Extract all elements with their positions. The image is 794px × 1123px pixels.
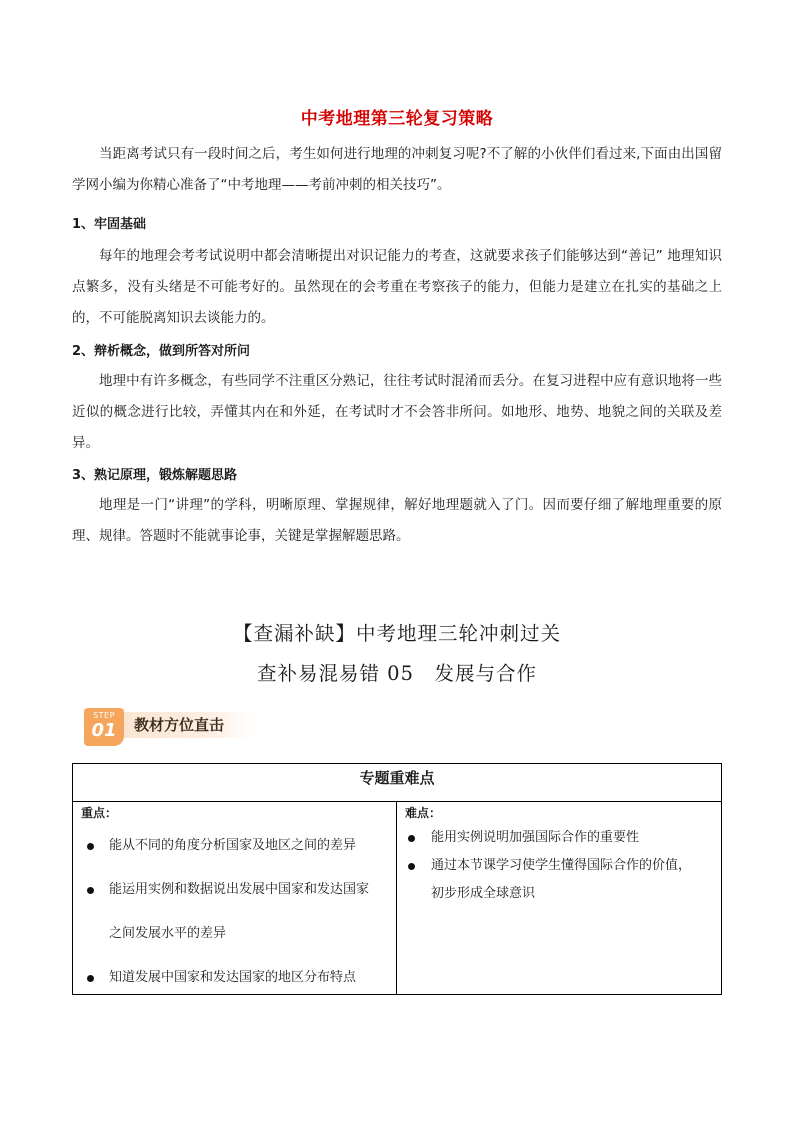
list-item-text: 能运用实例和数据说出发展中国家和发达国家: [109, 882, 370, 897]
list-item-text: 能从不同的角度分析国家及地区之间的差异: [109, 838, 357, 853]
topic-table: [72, 763, 722, 995]
step-word: STEP: [93, 711, 115, 720]
bullet-icon: [408, 835, 415, 842]
list-item: [73, 956, 396, 1000]
bullet-icon: [408, 863, 415, 870]
list-item-text: 之间发展水平的差异: [109, 926, 227, 941]
list-item: [73, 824, 396, 868]
subtitle-main: 【查漏补缺】中考地理三轮冲刺过关: [232, 622, 561, 645]
step-label: 教材方位直击: [134, 716, 225, 734]
section-body-1: 每年的地理会考考试说明中都会清晰提出对识记能力的考查，这就要求孩子们能够达到“善记” 地理知识点繁多，没有头绪是不可能考好的。虽然现在的会考重在考察孩子的能力，但能力是建立在扎实的基础之上的，不可能脱离知识去谈能力的。: [72, 248, 722, 326]
step-banner: [84, 708, 252, 740]
list-item-continuation: [73, 912, 396, 956]
subtitle-sub: 查补易混易错 05 发展与合作: [256, 662, 537, 685]
list-item: [73, 868, 396, 912]
section-heading-3: 3、熟记原理，锻炼解题思路: [72, 468, 238, 483]
section-heading-1: 1、牢固基础: [72, 217, 147, 232]
list-item-text: 通过本节课学习使学生懂得国际合作的价值，: [431, 858, 692, 873]
intro-paragraph: 当距离考试只有一段时间之后，考生如何进行地理的冲刺复习呢?不了解的小伙伴们看过来,下面由出国留学网小编为你精心准备了“中考地理——考前冲刺的相关技巧”。: [72, 146, 722, 193]
section-heading-2: 2、辩析概念，做到所答对所问: [72, 344, 251, 359]
difficult-points-title: 难点：: [405, 806, 442, 820]
list-item-text: 知道发展中国家和发达国家的地区分布特点: [109, 970, 357, 985]
list-item: [397, 824, 721, 852]
list-item-continuation: [397, 880, 721, 908]
page-title: 中考地理第三轮复习策略: [300, 109, 494, 129]
table-header: 专题重难点: [73, 764, 721, 802]
step-number: 01: [91, 720, 117, 741]
bullet-icon: [87, 975, 94, 982]
section-body-2: 地理中有许多概念，有些同学不注重区分熟记，往往考试时混淆而丢分。在复习进程中应有意识地将一些近似的概念进行比较，弄懂其内在和外延，在考试时才不会答非所问。如地形、地势、地貌之间的关联及差异。: [72, 373, 722, 451]
list-item-text: 初步形成全球意识: [431, 886, 536, 901]
list-item-text: 能用实例说明加强国际合作的重要性: [431, 830, 640, 845]
bullet-icon: [87, 843, 94, 850]
key-points-title: 重点：: [81, 806, 118, 820]
bullet-icon: [87, 887, 94, 894]
list-item: [397, 852, 721, 880]
step-badge: [84, 708, 124, 746]
section-body-3: 地理是一门“讲理”的学科，明晰原理、掌握规律，解好地理题就入了门。因而要仔细了解地理重要的原理、规律。答题时不能就事论事，关键是掌握解题思路。: [72, 497, 722, 544]
